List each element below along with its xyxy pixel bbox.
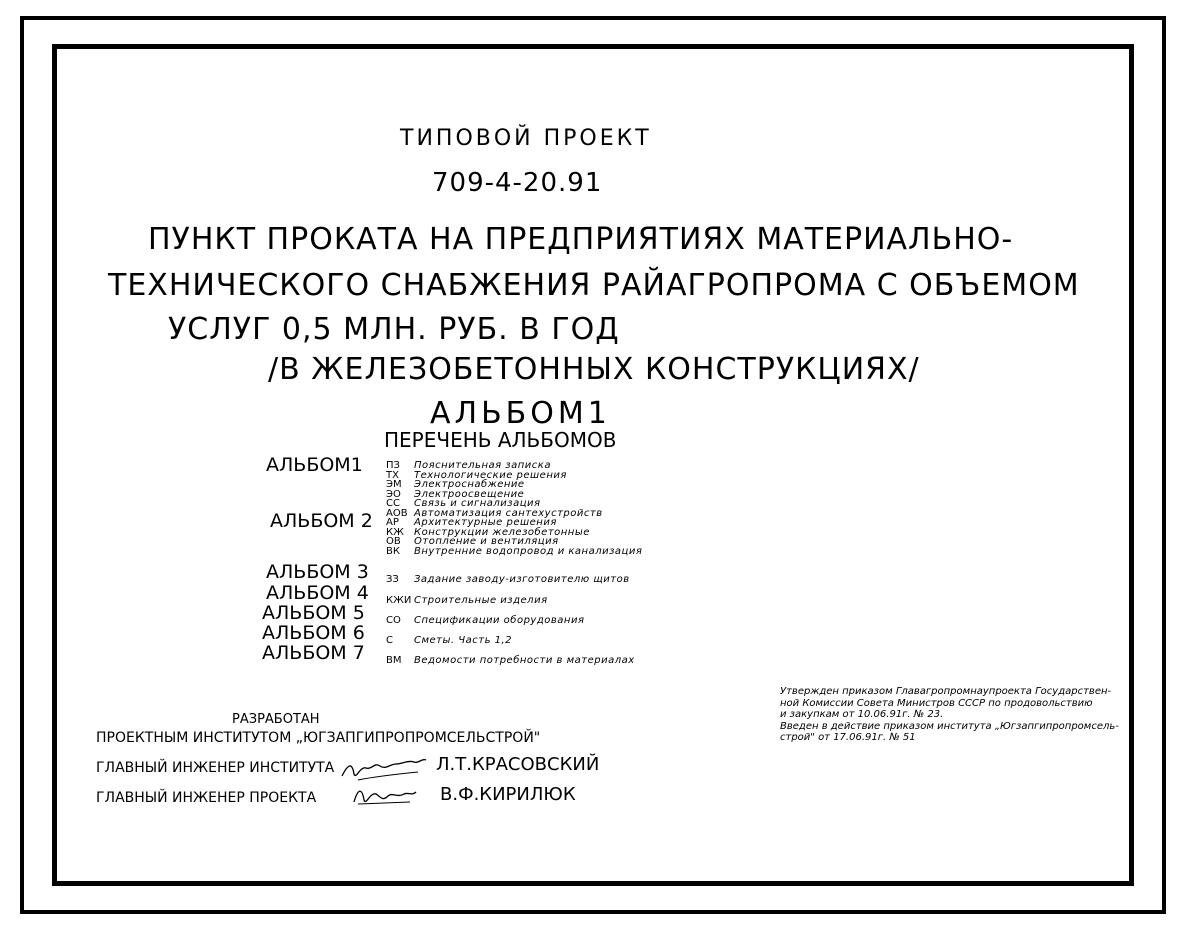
chief-engineer-institute-name: Л.Т.КРАСОВСКИЙ (436, 754, 600, 775)
album-list-heading: ПЕРЕЧЕНЬ АЛЬБОМОВ (384, 428, 617, 452)
album-1-name: АЛЬБОМ1 (266, 454, 363, 476)
list-item (386, 506, 603, 519)
list-item (386, 458, 603, 471)
album-7-entry (386, 648, 635, 667)
doc-code: ОВ (386, 536, 401, 547)
approval-line: Утвержден приказом Главагропромнаупроекта Государствен- (780, 686, 1112, 697)
album-7-name: АЛЬБОМ 7 (262, 642, 365, 664)
album-4-name: АЛЬБОМ 4 (266, 582, 369, 604)
doc-desc: Задание заводу-изготовителю щитов (414, 574, 630, 585)
project-number: 709-4-20.91 (432, 168, 603, 198)
developer-institute: ПРОЕКТНЫМ ИНСТИТУТОМ „ЮГЗАПГИПРОПРОМСЕЛЬСТРОЙ" (96, 730, 541, 746)
doc-desc: Автоматизация сантехустройств (414, 507, 603, 519)
doc-desc: Конструкции железобетонные (414, 526, 590, 538)
album-3-entry (386, 567, 630, 586)
project-type-label: ТИПОВОЙ ПРОЕКТ (400, 126, 652, 151)
list-item (386, 487, 603, 500)
doc-code: КЖИ (386, 595, 412, 606)
album-4-entry (386, 588, 548, 607)
title-line-1: ПУНКТ ПРОКАТА НА ПРЕДПРИЯТИЯХ МАТЕРИАЛЬНО- (148, 222, 1014, 257)
title-line-4: /В ЖЕЛЕЗОБЕТОННЫХ КОНСТРУКЦИЯХ/ (268, 352, 920, 387)
doc-code: АОВ (386, 507, 408, 519)
doc-desc: Пояснительная записка (414, 460, 551, 471)
doc-code: СС (386, 498, 400, 509)
album-2-contents (386, 515, 643, 557)
doc-code: СО (386, 615, 401, 626)
doc-code: ПЗ (386, 460, 400, 471)
chief-engineer-project-name: В.Ф.КИРИЛЮК (440, 784, 576, 805)
album-6-name: АЛЬБОМ 6 (262, 622, 365, 644)
album-3-name: АЛЬБОМ 3 (266, 561, 369, 583)
approval-line: и закупкам от 10.06.91г. № 23. (780, 709, 944, 720)
list-item (386, 544, 643, 557)
doc-code: С (386, 635, 393, 646)
doc-desc: Строительные изделия (414, 595, 548, 606)
doc-code: ТХ (386, 469, 399, 481)
album-heading: АЛЬБОМ1 (430, 396, 611, 431)
album-1-contents (386, 458, 603, 519)
doc-desc: Внутренние водопровод и канализация (414, 545, 643, 557)
album-5-entry (386, 608, 584, 627)
approval-line: ной Комиссии Совета Министров СССР по продовольствию (780, 697, 1093, 709)
doc-code: ЗЗ (386, 574, 399, 585)
signature-krasovsky (338, 754, 430, 784)
doc-code: КЖ (386, 526, 404, 538)
doc-code: АР (386, 517, 399, 528)
list-item (386, 515, 642, 528)
title-line-2: ТЕХНИЧЕСКОГО СНАБЖЕНИЯ РАЙАГРОПРОМА С ОБЪЕМОМ (108, 268, 1080, 303)
doc-code: ВМ (386, 655, 402, 666)
title-line-3: УСЛУГ 0,5 МЛН. РУБ. В ГОД (168, 312, 620, 347)
approval-line: Введен в действие приказом института „Югзапгипропромсель- (780, 720, 1119, 732)
approval-note (780, 686, 1119, 744)
list-item (386, 477, 603, 490)
doc-code: ЭМ (386, 479, 402, 490)
doc-code: ВК (386, 545, 400, 557)
doc-code: ЭО (386, 488, 401, 500)
doc-desc: Спецификации оборудования (414, 615, 585, 626)
signature-kirilyuk (350, 782, 420, 810)
album-5-name: АЛЬБОМ 5 (262, 602, 365, 624)
doc-desc: Электроосвещение (414, 488, 525, 500)
list-item (386, 525, 642, 538)
doc-desc: Архитектурные решения (414, 517, 557, 528)
list-item (386, 496, 603, 509)
doc-desc: Технологические решения (414, 469, 567, 481)
developed-by-label: РАЗРАБОТАН (232, 712, 320, 727)
doc-desc: Отопление и вентиляция (414, 536, 559, 547)
doc-desc: Сметы. Часть 1,2 (414, 635, 513, 646)
doc-desc: Ведомости потребности в материалах (414, 655, 635, 666)
doc-desc: Электроснабжение (414, 479, 525, 490)
approval-line: строй" от 17.06.91г. № 51 (780, 732, 916, 743)
chief-engineer-project-label: ГЛАВНЫЙ ИНЖЕНЕР ПРОЕКТА (96, 790, 317, 806)
album-2-name: АЛЬБОМ 2 (270, 510, 373, 532)
album-6-entry (386, 628, 512, 647)
list-item (386, 534, 642, 547)
chief-engineer-institute-label: ГЛАВНЫЙ ИНЖЕНЕР ИНСТИТУТА (96, 760, 335, 776)
doc-desc: Связь и сигнализация (414, 498, 541, 509)
list-item (386, 468, 603, 481)
